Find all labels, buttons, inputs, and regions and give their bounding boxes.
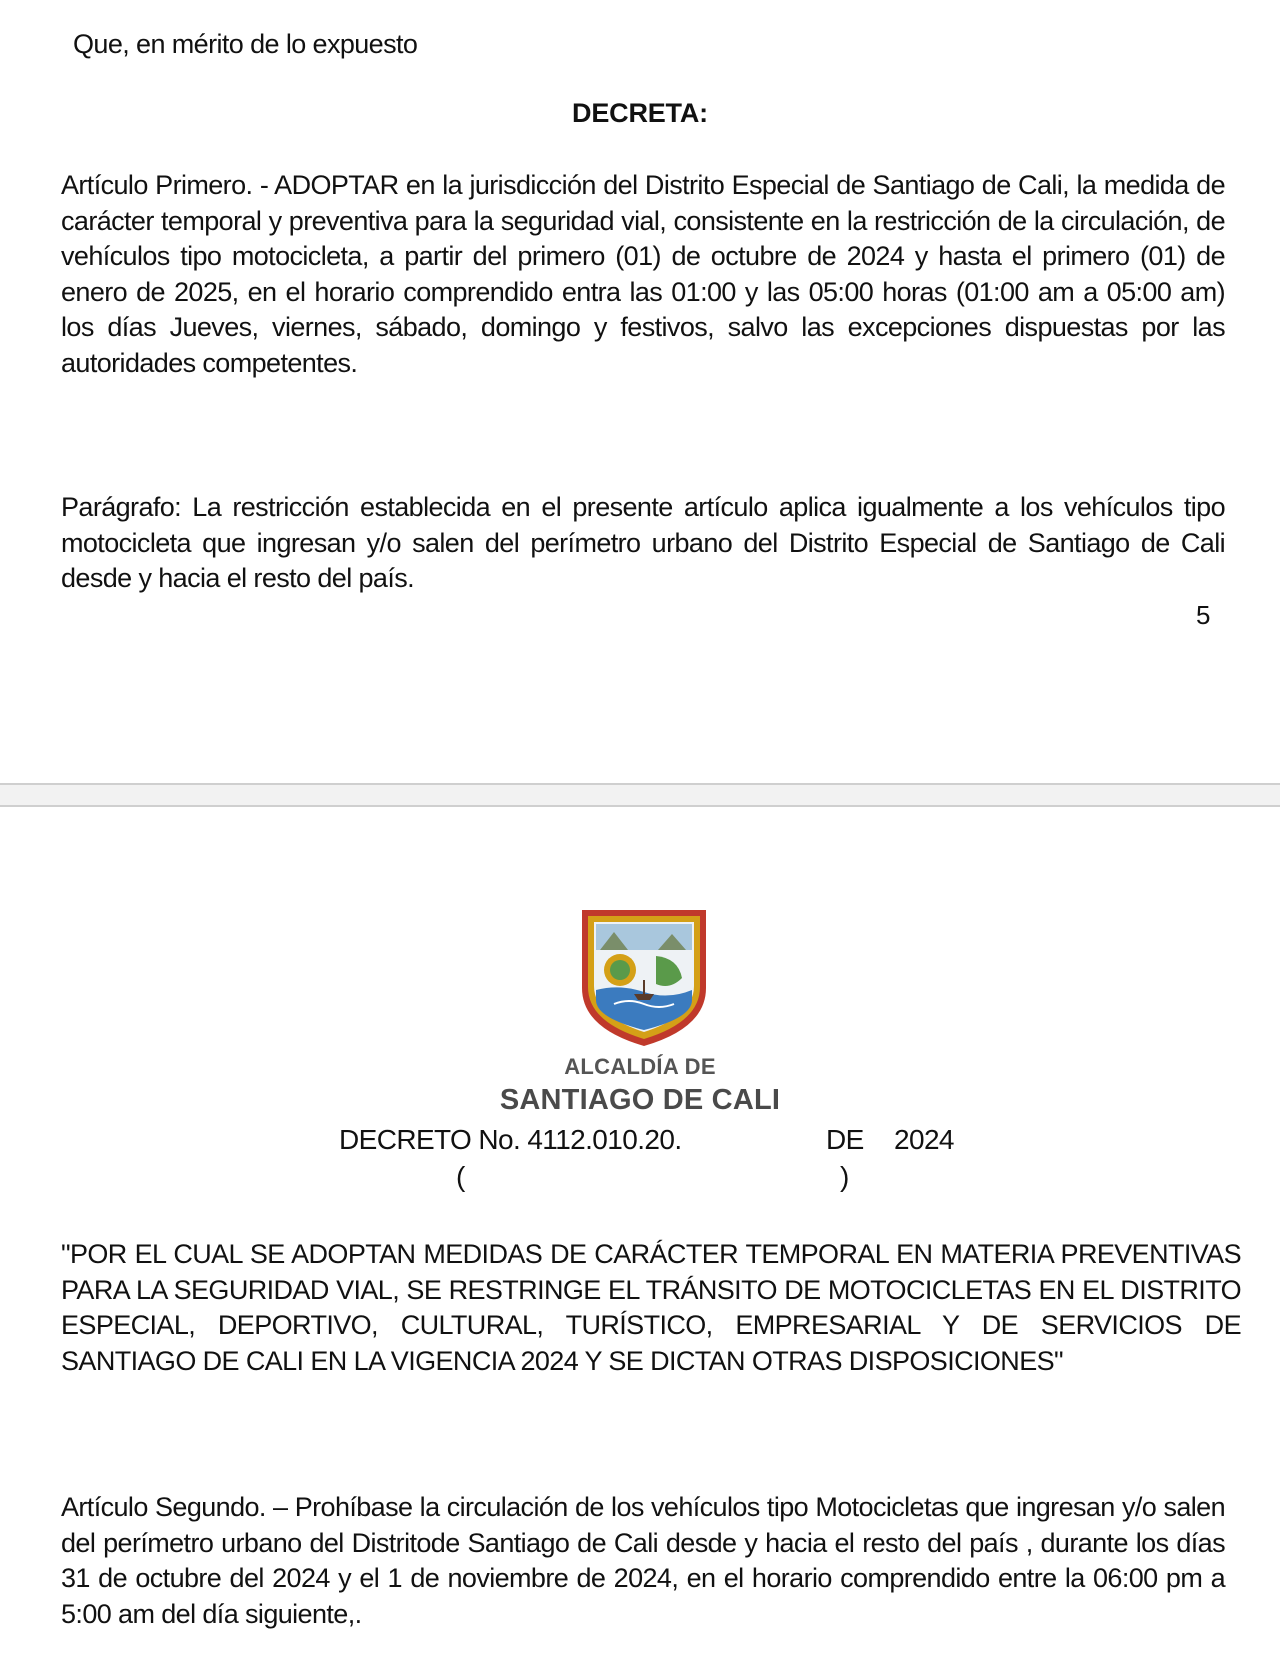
decreto-title: "POR EL CUAL SE ADOPTAN MEDIDAS DE CARÁCTER TEMPORAL EN MATERIA PREVENTIVAS PARA LA SEGURIDAD VIAL, SE RESTRINGE EL TRÁNSITO DE MOTOCICLETAS EN EL DISTRITO ESPECIAL, DEPORTIVO, CULTURAL, TURÍSTICO, EMPRESARIAL Y DE SERVICIOS DE SANTIAGO DE CALI EN LA VIGENCIA 2024 Y SE DICTAN OTRAS DISPOSICIONES" bbox=[61, 1239, 1241, 1376]
decreta-heading: DECRETA: bbox=[572, 98, 708, 128]
decreto-number: DECRETO No. 4112.010.20. bbox=[339, 1124, 682, 1155]
date-paren-close: ) bbox=[840, 1161, 850, 1192]
articulo-segundo: Artículo Segundo. – Prohíbase la circulación de los vehículos tipo Motocicletas que ingresan y/o salen del perímetro urbano del Distritode Santiago de Cali desde y hacia el resto del país , durante los días 31 de octubre del 2024 y el 1 de noviembre de 2024, en el horario comprendido entre la 06:00 pm a 5:00 am del día siguiente,. bbox=[61, 1492, 1225, 1629]
articulo-primero: Artículo Primero. - ADOPTAR en la jurisdicción del Distrito Especial de Santiago de Cali, la medida de carácter temporal y preventiva para la seguridad vial, consistente en la restricción de la circulación, de vehículos tipo motocicleta, a partir del primero (01) de octubre de 2024 y hasta el primero (01) de enero de 2025, en el horario comprendido entra las 01:00 y las 05:00 horas (01:00 am a 05:00 am) los días Jueves, viernes, sábado, domingo y festivos, salvo las excepciones dispuestas por las autoridades competentes. bbox=[61, 170, 1225, 378]
alcaldia-label-line1: ALCALDÍA DE bbox=[564, 1054, 716, 1079]
alcaldia-seal-icon bbox=[574, 904, 714, 1050]
page-separator bbox=[0, 783, 1280, 807]
decreto-de: DE bbox=[826, 1124, 864, 1155]
intro-text: Que, en mérito de lo expuesto bbox=[73, 29, 418, 59]
date-paren-open: ( bbox=[456, 1161, 466, 1192]
page-number: 5 bbox=[1196, 600, 1211, 630]
document-page-6 bbox=[0, 807, 1280, 1671]
decreto-year: 2024 bbox=[894, 1124, 954, 1155]
paragrafo: Parágrafo: La restricción establecida en el presente artículo aplica igualmente a los vehículos tipo motocicleta que ingresan y/o salen del perímetro urbano del Distrito Especial de Santiago de Cali desde y hacia el resto del país. bbox=[61, 492, 1225, 593]
document-page-5 bbox=[0, 0, 1280, 783]
alcaldia-label-line2: SANTIAGO DE CALI bbox=[499, 1084, 781, 1116]
